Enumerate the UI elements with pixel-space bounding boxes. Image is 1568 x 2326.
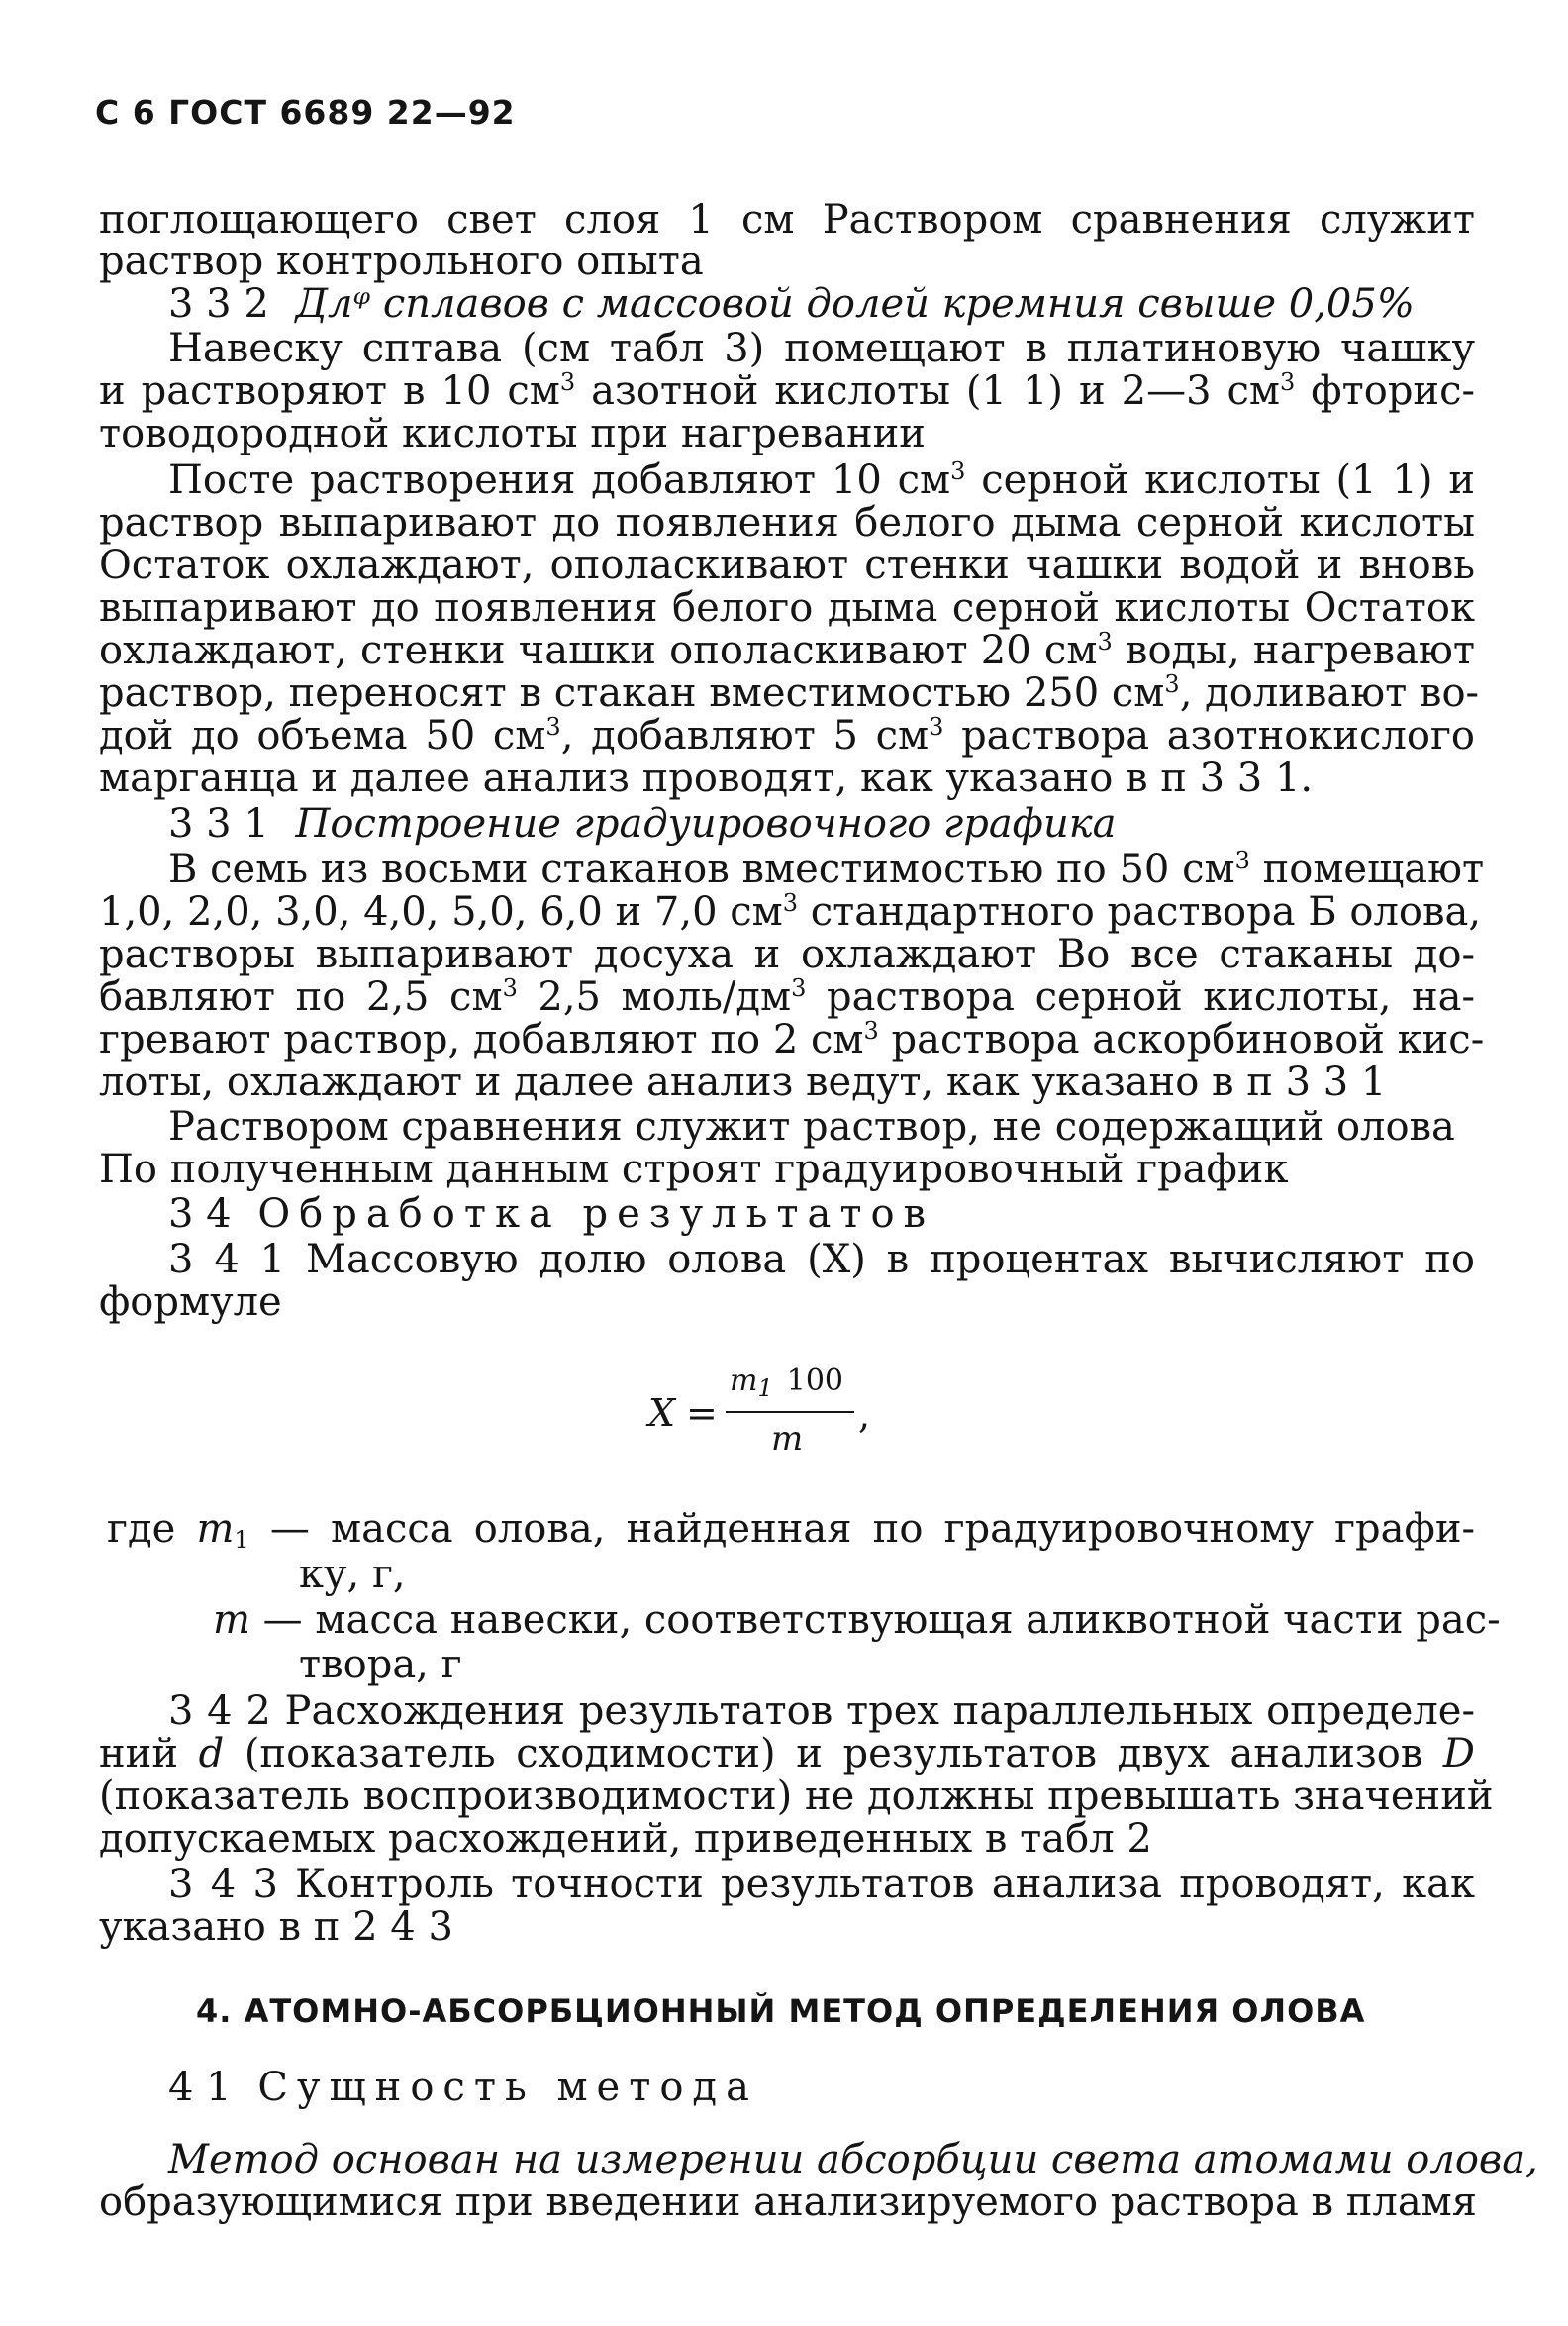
formula <box>648 1362 926 1470</box>
text-line: раствор, переносят в стакан вместимостью 250 $см^3$, доливают во- <box>99 670 1480 716</box>
text-line: 3 4 2 Расхождения результатов трех параллельных определе- <box>168 1688 1475 1734</box>
text-line: выпаривают до появления белого дыма серной кислоты Остаток <box>99 585 1475 631</box>
text-line: раствор выпаривают до появления белого дыма серной кислоты <box>99 500 1475 546</box>
text-line: По полученным данным строят градуировочный график <box>99 1147 1289 1192</box>
text-line: Остаток охлаждают, ополаскивают стенки чашки водой и вновь <box>99 543 1475 588</box>
text-line: 3 4 1 Массовую долю олова (X) в процентах вычисляют по <box>168 1237 1475 1282</box>
text-line: 1,0, 2,0, 3,0, 4,0, 5,0, 6,0 и 7,0 $см^3$ стандартного раствора Б олова, <box>99 889 1482 935</box>
text-line: (показатель воспроизводимости) не должны превышать значений <box>99 1773 1494 1819</box>
text-line: указано в п 2 4 3 <box>99 1904 453 1950</box>
section-heading <box>168 1192 1475 1236</box>
text-line: твора, г <box>299 1642 462 1687</box>
section-heading-text: Сущность метода <box>257 2065 758 2110</box>
text-line: охлаждают, стенки чашки ополаскивают 20 $см^3$ воды, нагревают <box>99 628 1475 673</box>
text-line: Навеску сптава (см табл 3) помещают в платиновую чашку <box>168 326 1475 371</box>
text-line: Раствором сравнения служит раствор, не содержащий олова <box>168 1104 1455 1150</box>
fraction-bar <box>726 1411 854 1413</box>
section-heading <box>168 2066 1475 2109</box>
clause-number: 4 1 <box>168 2065 232 2110</box>
text-line: 3 4 3 Контроль точности результатов анализа проводят, как <box>168 1862 1475 1907</box>
clause-number: 3 3 1 <box>168 801 269 847</box>
text-line: Метод основан на измерении абсорбции света атомами олова, <box>168 2137 1538 2182</box>
text-line: формуле <box>99 1279 282 1325</box>
text-line: лоты, охлаждают и далее анализ ведут, как указано в п 3 3 1 <box>99 1060 1387 1105</box>
clause-number: 3 3 2 <box>168 281 269 327</box>
text-line: Посте растворения добавляют 10 $см^3$ серной кислоты (1 1) и <box>168 457 1475 503</box>
section-heading-text: Обработка результатов <box>257 1191 935 1237</box>
formula-denominator: m <box>771 1419 804 1459</box>
text-line: дой до объема 50 $см^3$, добавляют 5 $см^3$ раствора азотнокислого <box>99 713 1475 758</box>
formula-comma: , <box>858 1393 871 1437</box>
formula-equals: = <box>686 1391 718 1435</box>
text-line: бавляют по 2,5 $см^3$ 2,5 моль/$дм^3$ раствора серной кислоты, на- <box>99 974 1475 1020</box>
clause-number: 3 4 <box>168 1191 232 1237</box>
text-line: и растворяют в 10 $см^3$ азотной кислоты (1 1) и 2—3 $см^3$ фторис- <box>99 368 1475 414</box>
text-line: образующимися при введении анализируемого раствора в пламя <box>99 2179 1478 2225</box>
page-header: С 6 ГОСТ 6689 22—92 <box>95 93 516 132</box>
text-line: ку, г, <box>299 1552 406 1597</box>
variable-definition: m — масса навески, соответствующая аликвотной части рас- <box>213 1597 1501 1643</box>
text-line: марганца и далее анализ проводят, как указано в п 3 3 1. <box>99 756 1314 801</box>
variable-definition: где $m_1$ — масса олова, найденная по градуировочному графи- <box>107 1506 1475 1554</box>
text-line: гревают раствор, добавляют по 2 $см^3$ раствора аскорбиновой кис- <box>99 1017 1485 1062</box>
text-line: В семь из восьми стаканов вместимостью по 50 $см^3$ помещают <box>168 847 1485 892</box>
subsection-heading <box>168 802 1475 846</box>
formula-lhs: X <box>648 1391 676 1435</box>
text-line: растворы выпаривают досуха и охлаждают Во все стаканы до- <box>99 932 1475 977</box>
text-line: допускаемых расхождений, приведенных в табл 2 <box>99 1816 1152 1862</box>
subsection-heading <box>168 282 1475 326</box>
subsection-title: Построение градуировочного графика <box>295 801 1117 847</box>
section-title: 4. АТОМНО-АБСОРБЦИОННЫЙ МЕТОД ОПРЕДЕЛЕНИЯ ОЛОВА <box>196 1992 1366 2030</box>
formula-numerator: $m_1$ 100 <box>730 1364 843 1402</box>
text-line: ний d (показатель сходимости) и результатов двух анализов D <box>99 1731 1475 1776</box>
text-line: поглощающего свет слоя 1 см Раствором сравнения служит <box>99 197 1475 243</box>
subsection-title: Длᵠ сплавов с массовой долей кремния свыше 0,05% <box>295 281 1415 327</box>
text-line: раствор контрольного опыта <box>99 239 704 284</box>
text-line: товодородной кислоты при нагревании <box>99 411 926 456</box>
